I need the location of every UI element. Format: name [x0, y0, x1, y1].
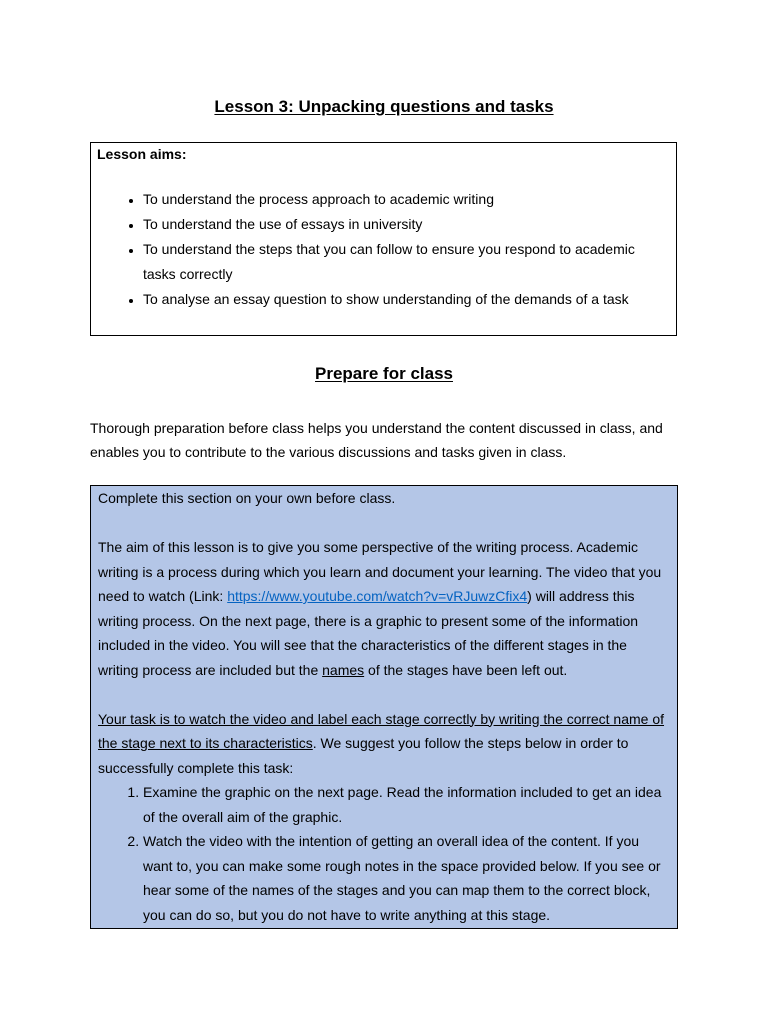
list-item: • To understand the use of essays in university [143, 212, 664, 237]
aim-text-part: The aim of this lesson is to give you some perspective of the writing process. Academic writing is a process during which you learn and document your learning. The video that you need to watch (Link: [98, 539, 662, 604]
task-paragraph-aim [98, 535, 669, 682]
lesson-aims-list [97, 187, 664, 312]
aim-text-part: of the stages have been left out. [364, 661, 568, 678]
aim-text-part: ) will address this writing process. On the next page, there is a graphic to present some of the information included in the video. You will see that the characteristics of the different stages in the writing process are included but the [98, 588, 639, 678]
task-instruction-rest: . We suggest you follow the steps below in order to successfully complete this task: [98, 735, 629, 776]
list-item: 2. Watch the video with the intention of getting an overall idea of the content. If you want to, you can make some rough notes in the space provided below. If you see or hear some of the names of the stages and you can map them to the correct block, you can do so, but you do not have to write anything at this stage. [143, 829, 669, 927]
prepare-heading: Prepare for class [315, 364, 453, 383]
task-instruction-underlined: Your task is to watch the video and label each stage correctly by writing the correct name of the stage next to its characteristics [98, 710, 665, 751]
list-item: • To analyse an essay question to show understanding of the demands of a task [143, 287, 664, 312]
video-link[interactable]: https://www.youtube.com/watch?v=vRJuwzCfix4 [227, 588, 528, 604]
task-steps-list [98, 780, 669, 927]
prepare-intro: Thorough preparation before class helps you understand the content discussed in class, and enables you to contribute to the various discussions and tasks given in class. [90, 420, 663, 460]
names-emphasis: names [322, 661, 365, 678]
lesson-aims-heading: Lesson aims: [97, 146, 187, 162]
preparation-task-box [90, 485, 678, 929]
list-item: • To understand the steps that you can follow to ensure you respond to academic tasks correctly [143, 237, 664, 287]
list-item: • To understand the process approach to academic writing [143, 187, 664, 212]
lesson-title: Lesson 3: Unpacking questions and tasks [214, 97, 554, 116]
list-item: 1. Examine the graphic on the next page. Read the information included to get an idea of the overall aim of the graphic. [143, 780, 669, 829]
task-opening: Complete this section on your own before class. [98, 490, 396, 506]
task-paragraph-instructions [98, 707, 669, 781]
lesson-aims-box [90, 142, 677, 336]
